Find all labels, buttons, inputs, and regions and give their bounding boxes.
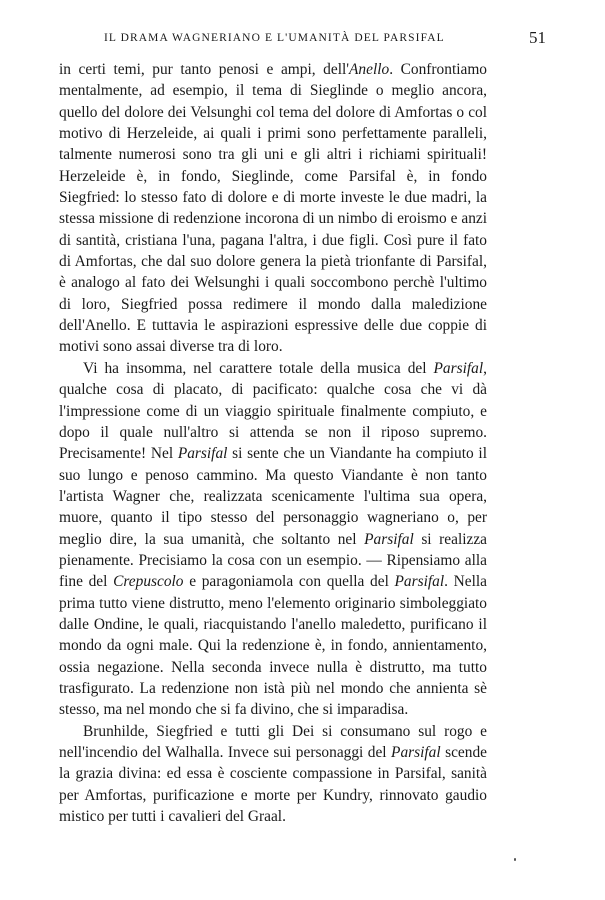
italic-title-run: Anello	[349, 61, 390, 78]
text-run: . Confrontiamo mentalmente, ad esempio, il tema di Sieglinde o meglio ancora, quello del dolore dei Velsunghi col tema del dolore di Amfortas o col motivo di Herzeleide, ai quali i primi sono perfettamente paralleli, talmente numerosi sono tra gli uni e gli altri i richiami spirituali! Herzeleide è, in fondo, Sieglinde, come Parsifal è, in fondo Siegfried: lo stesso fato di dolore e di morte investe le due madri, la stessa missione di redenzione incorona di un nimbo di eroismo e anzi di santità, cristiana l'una, pagana l'altra, i due figli. Così pure il fato di Amfortas, che dal suo dolore genera la pietà trionfante di Parsifal, è analogo al fato dei Welsunghi i quali soccombono perchè l'ultimo di loro, Siegfried possa redimere il mondo dalla maledizione dell'Anello. E tuttavia le aspirazioni espressive delle due coppie di motivi sono assai diverse tra di loro.	[59, 61, 487, 356]
italic-title-run: Crepuscolo	[113, 573, 184, 591]
paragraph-1	[59, 59, 487, 358]
italic-title-run: Parsifal	[177, 445, 228, 463]
text-run: Brunhilde, Siegfried e tutti gli Dei si consumano sul rogo e nell'incendio del Walhalla. Invece sui personaggi del	[59, 722, 487, 761]
italic-title-run: Parsifal	[364, 530, 414, 548]
text-run: Vi ha insomma, nel carattere totale della musica del	[83, 359, 434, 377]
italic-title-run: Parsifal	[394, 573, 445, 591]
text-run: si realizza pienamente. Precisiamo la cosa con un esempio. — Ripensiamo alla fine del	[59, 530, 487, 591]
text-run: scende la grazia divina: ed essa è cosciente compassione in Parsifal, sanità per Amfortas, purificazione e morte per Kundry, rinnovato gaudio mistico per tutti i cavalieri del Graal.	[59, 744, 487, 826]
text-run: . Nella prima tutto viene distrutto, meno l'elemento originario simboleggiato dalle Ondine, le quali, riacquistando l'anello maledetto, purificano il mondo da ogni male. Qui la redenzione è, in fondo, annientamento, ossia negazione. Nella seconda invece nulla è distrutto, ma tutto trasfigurato. La redenzione non istà più nel mondo che annienta sè stesso, ma nel mondo che si fa divino, che si imparadisa.	[59, 573, 487, 719]
text-run: , qualche cosa di placato, di pacificato: qualche cosa che vi dà l'impressione come di un viaggio spirituale finalmente compiuto, e dopo il quale null'altro si attenda se non il riposo supremo. Precisamente! Nel	[59, 359, 487, 463]
running-title: IL DRAMA WAGNERIANO E L'UMANITÀ DEL PARSIFAL	[104, 32, 445, 44]
paragraph-3	[59, 721, 487, 828]
page-header	[60, 28, 546, 50]
italic-title-run: Parsifal	[391, 744, 441, 761]
text-run: e paragoniamola con quella del	[183, 573, 395, 591]
text-run: si sente che un Viandante ha compiuto il suo lungo e penoso cammino. Ma questo Viandante è non tanto l'artista Wagner che, realizzata scenicamente l'ultima sua opera, muore, quanto il tipo stesso del personaggio wagneriano o, per meglio dire, la sua umanità, che soltanto nel	[59, 445, 487, 548]
text-run: in certi temi, pur tanto penosi e ampi, dell'	[59, 61, 350, 78]
body-text	[59, 59, 487, 827]
paper-speck	[514, 858, 516, 861]
paragraph-2	[59, 358, 487, 721]
page-number: 51	[529, 28, 546, 47]
italic-title-run: Parsifal	[433, 359, 484, 377]
